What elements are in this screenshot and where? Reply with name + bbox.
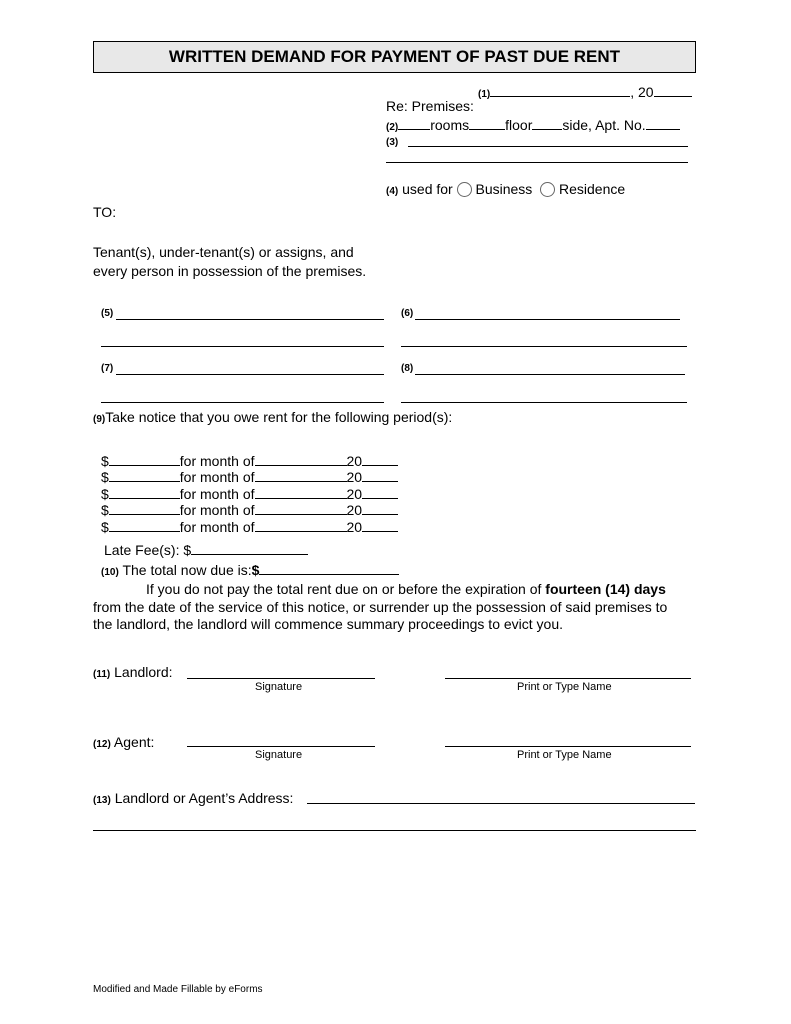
rooms-label: rooms [430, 117, 470, 133]
premises-address-line [386, 132, 398, 148]
paragraph-text: If you do not pay the total rent due on or before the expiration of [146, 581, 546, 597]
premises-label: Re: Premises: [386, 98, 474, 114]
field-number-2: (2) [386, 122, 399, 133]
for-month-label: for month of [179, 502, 255, 518]
used-for-label: used for [402, 181, 453, 197]
tenant-text-2: every person in possession of the premises. [93, 263, 367, 279]
field-number-13: (13) [93, 795, 111, 806]
field-number-6: (6) [401, 308, 414, 319]
field-number-8: (8) [401, 363, 414, 374]
rent-row [101, 501, 398, 517]
year-prefix: 20 [346, 486, 363, 502]
year-prefix: 20 [346, 469, 363, 485]
year-prefix: 20 [346, 519, 363, 535]
rent-row [101, 485, 398, 501]
month-input[interactable] [255, 485, 347, 499]
for-month-label: for month of [179, 519, 255, 535]
rooms-input[interactable] [398, 116, 430, 130]
premises-address-input-2[interactable] [386, 162, 688, 163]
premises-rooms-line [386, 116, 680, 133]
to-label: TO: [93, 204, 117, 220]
tenant-name-8-line2[interactable] [401, 402, 687, 403]
address-line [93, 790, 293, 806]
dollar-sign: $ [101, 502, 109, 518]
landlord-name-caption: Print or Type Name [517, 681, 612, 693]
year-input[interactable] [362, 518, 398, 532]
field-number-9: (9) [93, 414, 106, 425]
apt-input[interactable] [646, 116, 680, 130]
field-number-12: (12) [93, 739, 111, 750]
notice-paragraph-line1 [146, 581, 666, 597]
year-input[interactable] [362, 501, 398, 515]
floor-input[interactable] [469, 116, 505, 130]
total-input[interactable] [259, 561, 399, 575]
field-number-3: (3) [386, 137, 399, 148]
notice-text: Take notice that you owe rent for the following period(s): [105, 409, 453, 425]
late-fee-input[interactable] [191, 541, 308, 555]
agent-name-caption: Print or Type Name [517, 749, 612, 761]
amount-input[interactable] [109, 518, 180, 532]
used-for-line [386, 181, 625, 197]
dollar-sign: $ [101, 453, 109, 469]
rent-row [101, 518, 398, 534]
month-input[interactable] [255, 518, 347, 532]
address-input-2[interactable] [93, 830, 696, 831]
footer-text: Modified and Made Fillable by eForms [93, 984, 263, 995]
business-label: Business [475, 181, 533, 197]
floor-label: floor [505, 117, 533, 133]
landlord-label: Landlord: [114, 664, 173, 680]
tenant-name-6-line2[interactable] [401, 346, 687, 347]
year-prefix: , 20 [630, 84, 654, 100]
year-input[interactable] [362, 452, 398, 466]
date-input[interactable] [490, 83, 630, 97]
tenant-name-5-line2[interactable] [101, 346, 384, 347]
month-input[interactable] [255, 468, 347, 482]
field-number-10: (10) [101, 567, 119, 578]
landlord-line [93, 664, 173, 680]
late-fee-label: Late Fee(s): $ [104, 542, 192, 558]
field-number-1: (1) [478, 89, 491, 100]
year-input[interactable] [362, 468, 398, 482]
tenant-name-5-input[interactable] [116, 319, 384, 320]
agent-line [93, 734, 154, 750]
field-number-11: (11) [93, 669, 111, 680]
business-radio[interactable] [457, 182, 472, 197]
for-month-label: for month of [179, 469, 255, 485]
rent-row [101, 468, 398, 484]
for-month-label: for month of [179, 486, 255, 502]
residence-label: Residence [558, 181, 626, 197]
tenant-name-7-line2[interactable] [101, 402, 384, 403]
dollar-sign: $ [101, 486, 109, 502]
agent-label: Agent: [113, 734, 155, 750]
agent-signature-input[interactable] [187, 746, 375, 747]
notice-paragraph-line2: from the date of the service of this notice, or surrender up the possession of said premises to [93, 599, 668, 615]
for-month-label: for month of [179, 453, 255, 469]
late-fee-line [104, 541, 308, 558]
tenant-name-6-input[interactable] [415, 319, 680, 320]
field-number-7: (7) [101, 363, 114, 374]
dollar-sign: $ [101, 469, 109, 485]
field-number-4: (4) [386, 186, 399, 197]
side-input[interactable] [532, 116, 562, 130]
address-input[interactable] [307, 803, 695, 804]
amount-input[interactable] [109, 468, 180, 482]
rent-row [101, 452, 398, 468]
year-input[interactable] [362, 485, 398, 499]
month-input[interactable] [255, 501, 347, 515]
date-line [478, 83, 692, 100]
month-input[interactable] [255, 452, 347, 466]
fourteen-days-text: fourteen (14) days [545, 581, 666, 597]
side-label: side, Apt. No. [562, 117, 646, 133]
agent-signature-caption: Signature [255, 749, 303, 761]
amount-input[interactable] [109, 485, 180, 499]
amount-input[interactable] [109, 452, 180, 466]
notice-paragraph-line3: the landlord, the landlord will commence summary proceedings to evict you. [93, 616, 564, 632]
total-label: The total now due is: [122, 562, 252, 578]
amount-input[interactable] [109, 501, 180, 515]
year-prefix: 20 [346, 453, 363, 469]
landlord-signature-caption: Signature [255, 681, 303, 693]
tenant-text-1: Tenant(s), under-tenant(s) or assigns, and [93, 244, 354, 260]
residence-radio[interactable] [540, 182, 555, 197]
tenant-name-7-input[interactable] [116, 374, 384, 375]
year-prefix: 20 [346, 502, 363, 518]
agent-name-input[interactable] [445, 746, 691, 747]
notice-line [93, 409, 452, 425]
landlord-signature-input[interactable] [187, 678, 375, 679]
year-input[interactable] [654, 83, 692, 97]
address-label: Landlord or Agent’s Address: [114, 790, 294, 806]
landlord-name-input[interactable] [445, 678, 691, 679]
total-dollar: $ [251, 562, 260, 578]
dollar-sign: $ [101, 519, 109, 535]
field-number-5: (5) [101, 308, 114, 319]
total-line [101, 561, 399, 578]
tenant-name-8-input[interactable] [415, 374, 685, 375]
premises-address-input[interactable] [408, 146, 688, 147]
page-title: WRITTEN DEMAND FOR PAYMENT OF PAST DUE RENT [93, 41, 696, 73]
